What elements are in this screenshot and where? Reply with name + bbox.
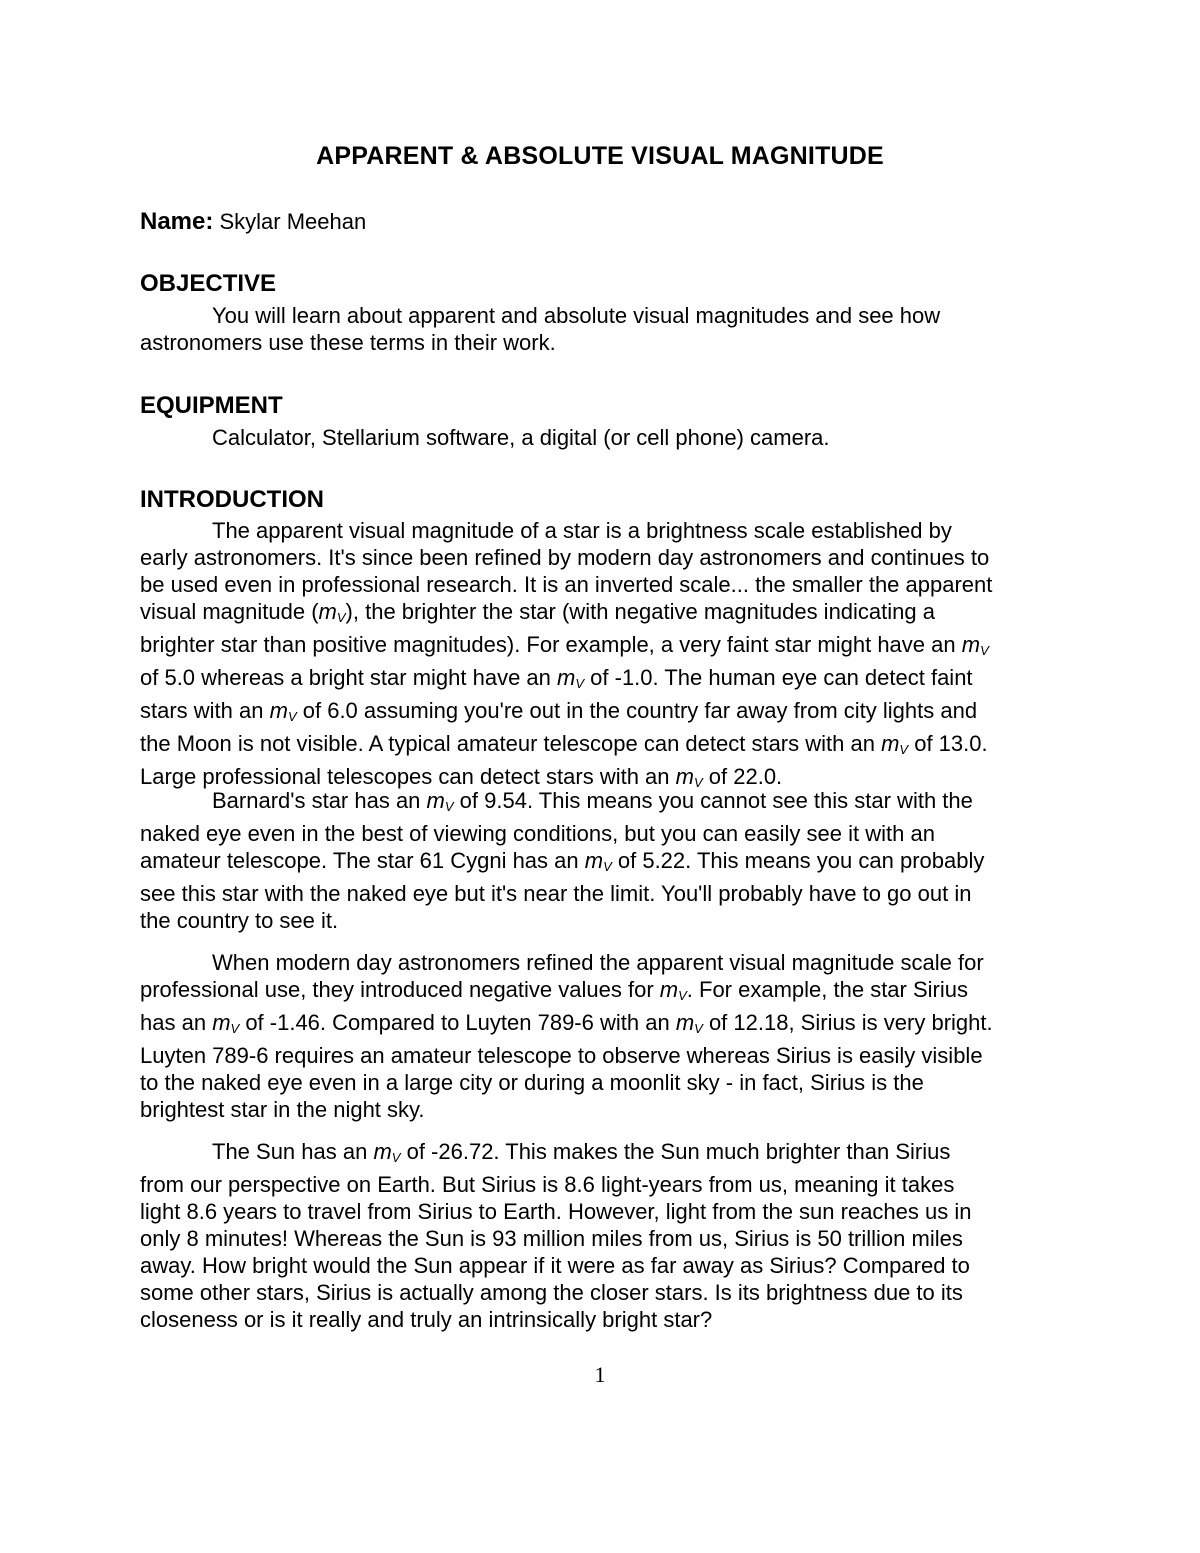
equipment-heading: EQUIPMENT [140, 392, 283, 419]
mv-symbol: $m_V$ [426, 788, 454, 814]
mv-symbol: $m_V$ [584, 848, 612, 874]
objective-text [140, 302, 1065, 356]
text-line: visual magnitude $(m_V)$, the brighter the star (with negative magnitudes indicating a [140, 599, 935, 625]
equipment-line: Calculator, Stellarium software, a digital (or cell phone) camera. [212, 425, 830, 450]
mv-symbol: $m_V$ [318, 599, 346, 625]
mv-symbol: $m_V$ [212, 1010, 240, 1036]
mv-symbol: $m_V$ [675, 1010, 703, 1036]
text-line: naked eye even in the best of viewing conditions, but you can easily see it with an [140, 821, 935, 846]
objective-line: You will learn about apparent and absolute visual magnitudes and see how [212, 303, 941, 328]
intro-paragraph-1 [140, 517, 1065, 796]
text-line: from our perspective on Earth. But Sirius is 8.6 light-years from us, meaning it takes [140, 1172, 955, 1197]
introduction-heading: INTRODUCTION [140, 486, 324, 513]
text-line: Barnard's star has an $m_V$ of 9.54. This means you cannot see this star with the [212, 788, 973, 814]
page-number: 1 [594, 1362, 606, 1387]
page-title: APPARENT & ABSOLUTE VISUAL MAGNITUDE [316, 142, 884, 170]
text-line: the Moon is not visible. A typical amateur telescope can detect stars with an $m_V$ of 13.0. [140, 731, 988, 757]
text-line: away. How bright would the Sun appear if it were as far away as Sirius? Compared to [140, 1253, 970, 1278]
text-line: Large professional telescopes can detect stars with an $m_V$ of 22.0. [140, 764, 783, 790]
text-line: The Sun has an $m_V$ of -26.72. This makes the Sun much brighter than Sirius [212, 1139, 951, 1165]
name-value: Skylar Meehan [219, 209, 367, 234]
text-line: the country to see it. [140, 908, 339, 933]
text-line: brightest star in the night sky. [140, 1097, 425, 1122]
text-line: some other stars, Sirius is actually among the closer stars. Is its brightness due to its [140, 1280, 963, 1305]
mv-symbol: $m_V$ [659, 977, 687, 1003]
text-line: closeness or is it really and truly an intrinsically bright star? [140, 1307, 713, 1332]
intro-paragraph-4 [140, 1138, 1065, 1333]
text-line: see this star with the naked eye but it's near the limit. You'll probably have to go out in [140, 881, 972, 906]
text-line: only 8 minutes! Whereas the Sun is 93 million miles from us, Sirius is 50 trillion miles [140, 1226, 963, 1251]
mv-symbol: $m_V$ [269, 698, 297, 724]
mv-symbol: $m_V$ [961, 632, 989, 658]
mv-symbol: $m_V$ [373, 1139, 401, 1165]
mv-symbol: $m_V$ [675, 764, 703, 790]
text-line: brighter star than positive magnitudes). For example, a very faint star might have an $m_V$ [140, 632, 989, 658]
text-line: early astronomers. It's since been refined by modern day astronomers and continues to [140, 545, 990, 570]
name-label: Name: [140, 208, 214, 235]
intro-paragraph-3 [140, 949, 1065, 1123]
name-line [140, 208, 366, 236]
mv-symbol: $m_V$ [557, 665, 585, 691]
objective-line: astronomers use these terms in their work. [140, 330, 556, 355]
text-line: professional use, they introduced negative values for $m_V$. For example, the star Sirius [140, 977, 968, 1003]
text-line: The apparent visual magnitude of a star is a brightness scale established by [212, 518, 952, 543]
text-line: light 8.6 years to travel from Sirius to Earth. However, light from the sun reaches us in [140, 1199, 972, 1224]
text-line: When modern day astronomers refined the apparent visual magnitude scale for [212, 950, 984, 975]
text-line: to the naked eye even in a large city or during a moonlit sky - in fact, Sirius is the [140, 1070, 924, 1095]
text-line: has an $m_V$ of -1.46. Compared to Luyten 789-6 with an $m_V$ of 12.18, Sirius is very bright. [140, 1010, 993, 1036]
objective-heading: OBJECTIVE [140, 270, 277, 297]
text-line: Luyten 789-6 requires an amateur telescope to observe whereas Sirius is easily visible [140, 1043, 983, 1068]
text-line: of 5.0 whereas a bright star might have an $m_V$ of -1.0. The human eye can detect faint [140, 665, 973, 691]
text-line: amateur telescope. The star 61 Cygni has an $m_V$ of 5.22. This means you can probably [140, 848, 985, 874]
mv-symbol: $m_V$ [881, 731, 909, 757]
text-line: stars with an $m_V$ of 6.0 assuming you're out in the country far away from city lights and [140, 698, 978, 724]
text-line: be used even in professional research. It is an inverted scale... the smaller the apparent [140, 572, 993, 597]
intro-paragraph-2 [140, 787, 1065, 934]
equipment-text [140, 424, 1065, 451]
